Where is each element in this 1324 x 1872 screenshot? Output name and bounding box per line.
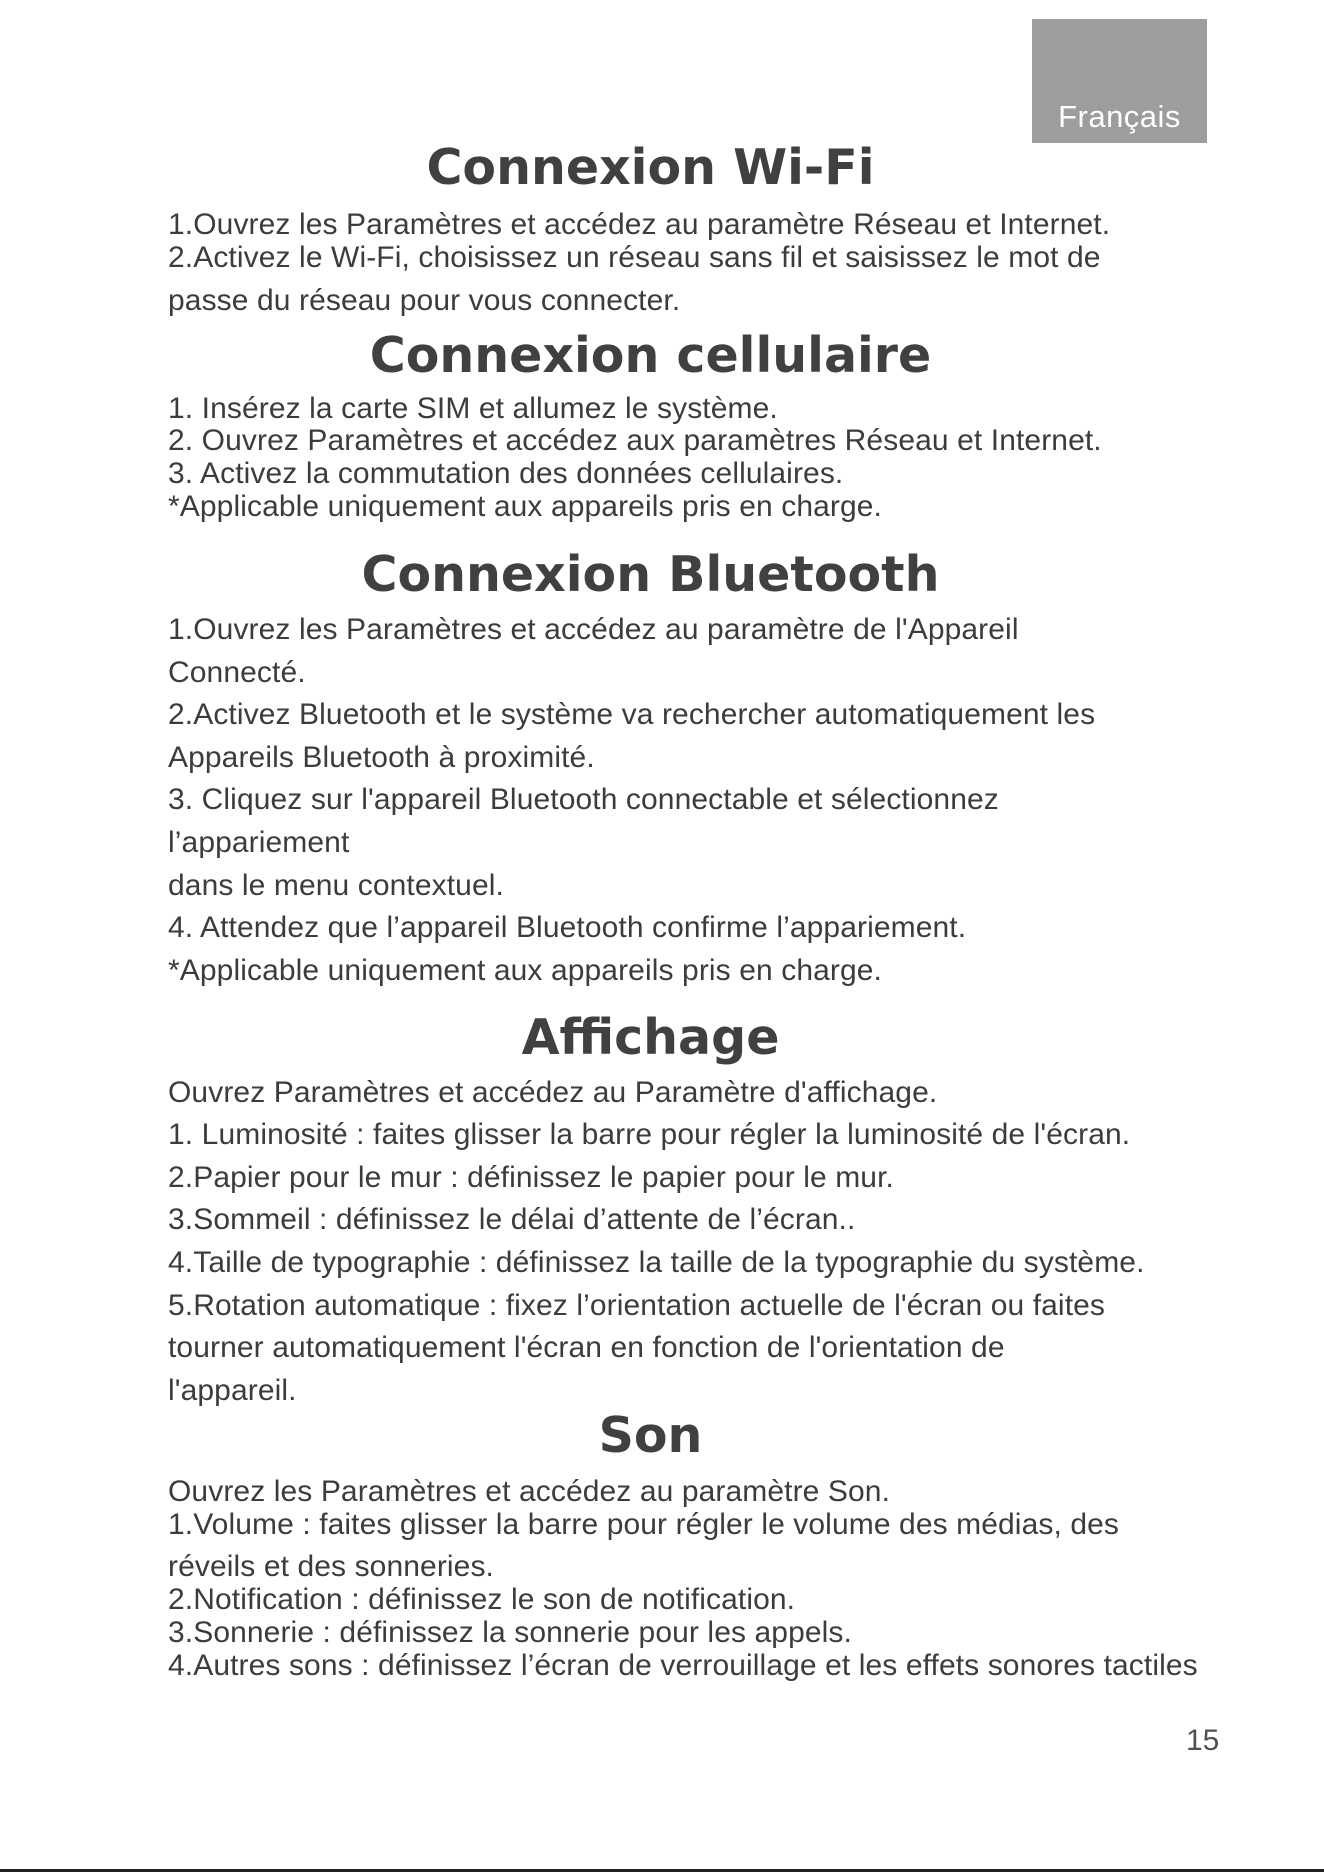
wifi-step-2: 2.Activez le Wi-Fi, choisissez un réseau sans fil et saisissez le mot de: [168, 241, 1101, 274]
bluetooth-step-3: 3. Cliquez sur l'appareil Bluetooth connectable et sélectionnez: [168, 783, 999, 816]
bluetooth-step-1-cont: Connecté.: [168, 656, 306, 689]
language-tab: Français: [1032, 19, 1207, 143]
display-step-1: 1. Luminosité : faites glisser la barre pour régler la luminosité de l'écran.: [168, 1118, 1131, 1151]
sound-step-1: 1.Volume : faites glisser la barre pour régler le volume des médias, des: [168, 1508, 1119, 1541]
bluetooth-step-1: 1.Ouvrez les Paramètres et accédez au paramètre de l'Appareil: [168, 613, 1019, 646]
bluetooth-step-2-cont: Appareils Bluetooth à proximité.: [168, 741, 595, 774]
cellular-section-title: Connexion cellulaire: [369, 327, 932, 384]
display-step-5: 5.Rotation automatique : fixez l’orientation actuelle de l'écran ou faites: [168, 1289, 1106, 1322]
page-number: 15: [1186, 1724, 1220, 1757]
bluetooth-note: *Applicable uniquement aux appareils pris en charge.: [168, 954, 882, 987]
sound-step-2: 2.Notification : définissez le son de notification.: [168, 1583, 796, 1616]
sound-step-4: 4.Autres sons : définissez l’écran de verrouillage et les effets sonores tactiles: [168, 1649, 1198, 1682]
sound-intro: Ouvrez les Paramètres et accédez au paramètre Son.: [168, 1475, 891, 1508]
bluetooth-step-3-cont-2: dans le menu contextuel.: [168, 869, 504, 902]
cellular-step-1: 1. Insérez la carte SIM et allumez le système.: [168, 392, 778, 425]
display-section-title: Affichage: [521, 1009, 780, 1066]
cellular-step-2: 2. Ouvrez Paramètres et accédez aux paramètres Réseau et Internet.: [168, 424, 1102, 457]
sound-section-title: Son: [598, 1407, 703, 1464]
display-step-3: 3.Sommeil : définissez le délai d’attente de l’écran..: [168, 1203, 856, 1236]
wifi-section-title: Connexion Wi-Fi: [426, 139, 875, 196]
sound-step-3: 3.Sonnerie : définissez la sonnerie pour les appels.: [168, 1616, 852, 1649]
wifi-step-1: 1.Ouvrez les Paramètres et accédez au paramètre Réseau et Internet.: [168, 208, 1111, 241]
bluetooth-step-2: 2.Activez Bluetooth et le système va rechercher automatiquement les: [168, 698, 1096, 731]
display-step-4: 4.Taille de typographie : définissez la taille de la typographie du système.: [168, 1246, 1145, 1279]
bluetooth-step-4: 4. Attendez que l’appareil Bluetooth confirme l’appariement.: [168, 911, 967, 944]
display-step-5-cont-2: l'appareil.: [168, 1374, 297, 1407]
cellular-note: *Applicable uniquement aux appareils pris en charge.: [168, 490, 882, 523]
wifi-step-2-cont: passe du réseau pour vous connecter.: [168, 284, 681, 317]
sound-step-1-cont: réveils et des sonneries.: [168, 1550, 494, 1583]
display-intro: Ouvrez Paramètres et accédez au Paramètre d'affichage.: [168, 1076, 938, 1109]
display-step-2: 2.Papier pour le mur : définissez le papier pour le mur.: [168, 1161, 894, 1194]
bluetooth-section-title: Connexion Bluetooth: [361, 546, 940, 603]
bluetooth-step-3-cont: l’appariement: [168, 826, 350, 859]
cellular-step-3: 3. Activez la commutation des données cellulaires.: [168, 457, 844, 490]
display-step-5-cont: tourner automatiquement l'écran en fonction de l'orientation de: [168, 1331, 1005, 1364]
